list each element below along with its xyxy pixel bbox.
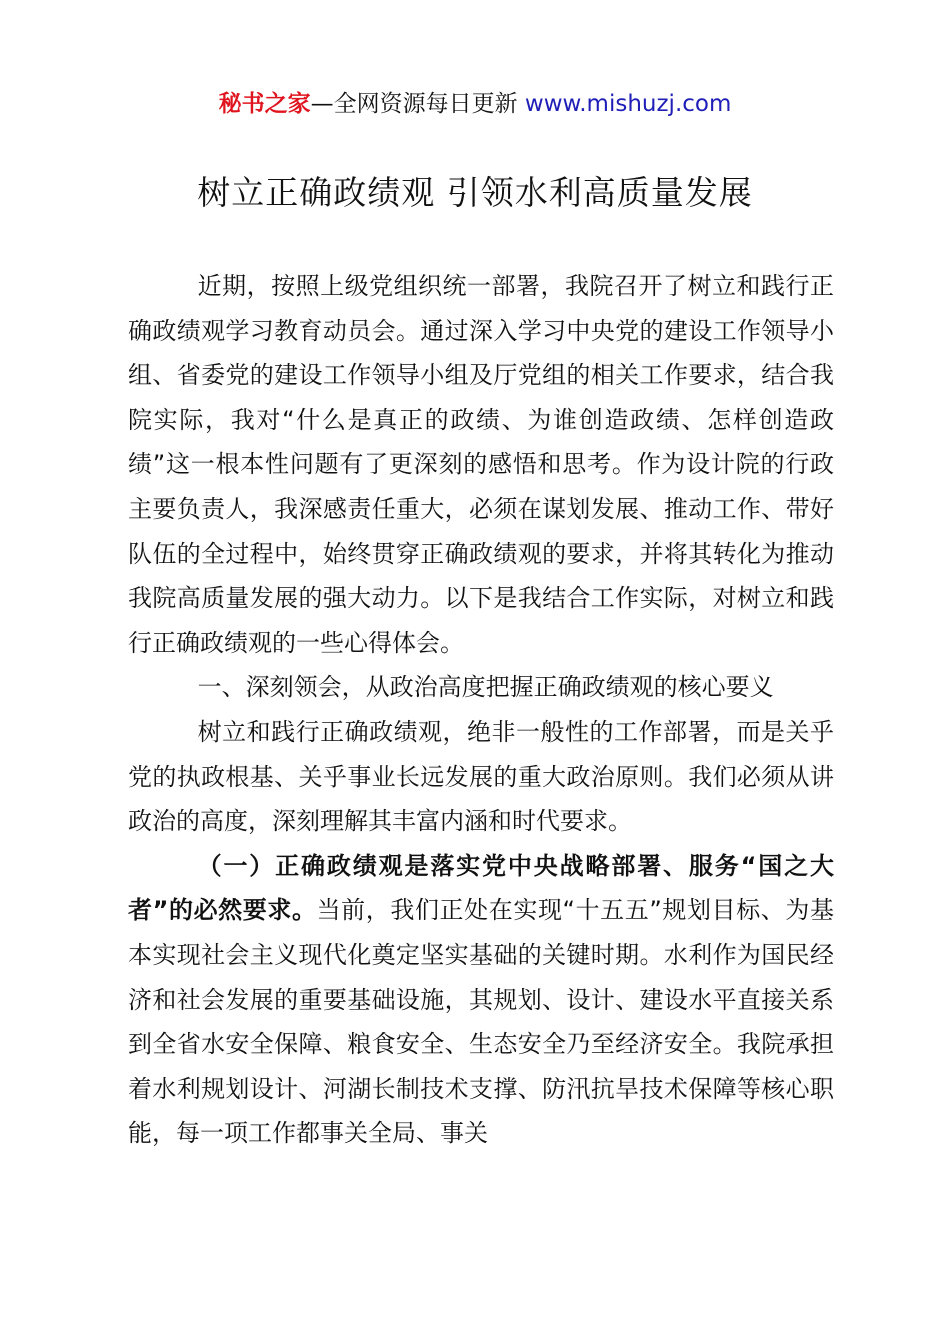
- document-title: 树立正确政绩观 引领水利高质量发展: [197, 173, 753, 212]
- subsection-paragraph: [128, 844, 834, 1156]
- site-url: www.mishuzj.com: [524, 91, 732, 117]
- site-header: [0, 88, 950, 120]
- intro-paragraph: 近期，按照上级党组织统一部署，我院召开了树立和践行正确政绩观学习教育动员会。通过深入学习中央党的建设工作领导小组、省委党的建设工作领导小组及厅党组的相关工作要求，结合我院实际，我对“什么是真正的政绩、为谁创造政绩、怎样创造政绩”这一根本性问题有了更深刻的感悟和思考。作为设计院的行政主要负责人，我深感责任重大，必须在谋划发展、推动工作、带好队伍的全过程中，始终贯穿正确政绩观的要求，并将其转化为推动我院高质量发展的强大动力。以下是我结合工作实际，对树立和践行正确政绩观的一些心得体会。: [128, 272, 834, 657]
- subsection-heading: （一）正确政绩观是落实党中央战略部署、服务“国之大者”的必然要求。: [128, 851, 834, 925]
- section-heading: 一、深刻领会，从政治高度把握正确政绩观的核心要义: [197, 673, 774, 702]
- header-tagline: —全网资源每日更新: [310, 91, 525, 117]
- brand-name: 秘书之家: [218, 91, 311, 117]
- section-paragraph: 树立和践行正确政绩观，绝非一般性的工作部署，而是关乎党的执政根基、关乎事业长远发展的重大政治原则。我们必须从讲政治的高度，深刻理解其丰富内涵和时代要求。: [128, 717, 834, 836]
- subsection-text: 当前，我们正处在实现“十五五”规划目标、为基本实现社会主义现代化奠定坚实基础的关键时期。水利作为国民经济和社会发展的重要基础设施，其规划、设计、建设水平直接关系到全省水安全保障、粮食安全、生态安全乃至经济安全。我院承担着水利规划设计、河湖长制技术支撑、防汛抗旱技术保障等核心职能，每一项工作都事关全局、事关: [128, 896, 834, 1148]
- document-body: [128, 264, 834, 1156]
